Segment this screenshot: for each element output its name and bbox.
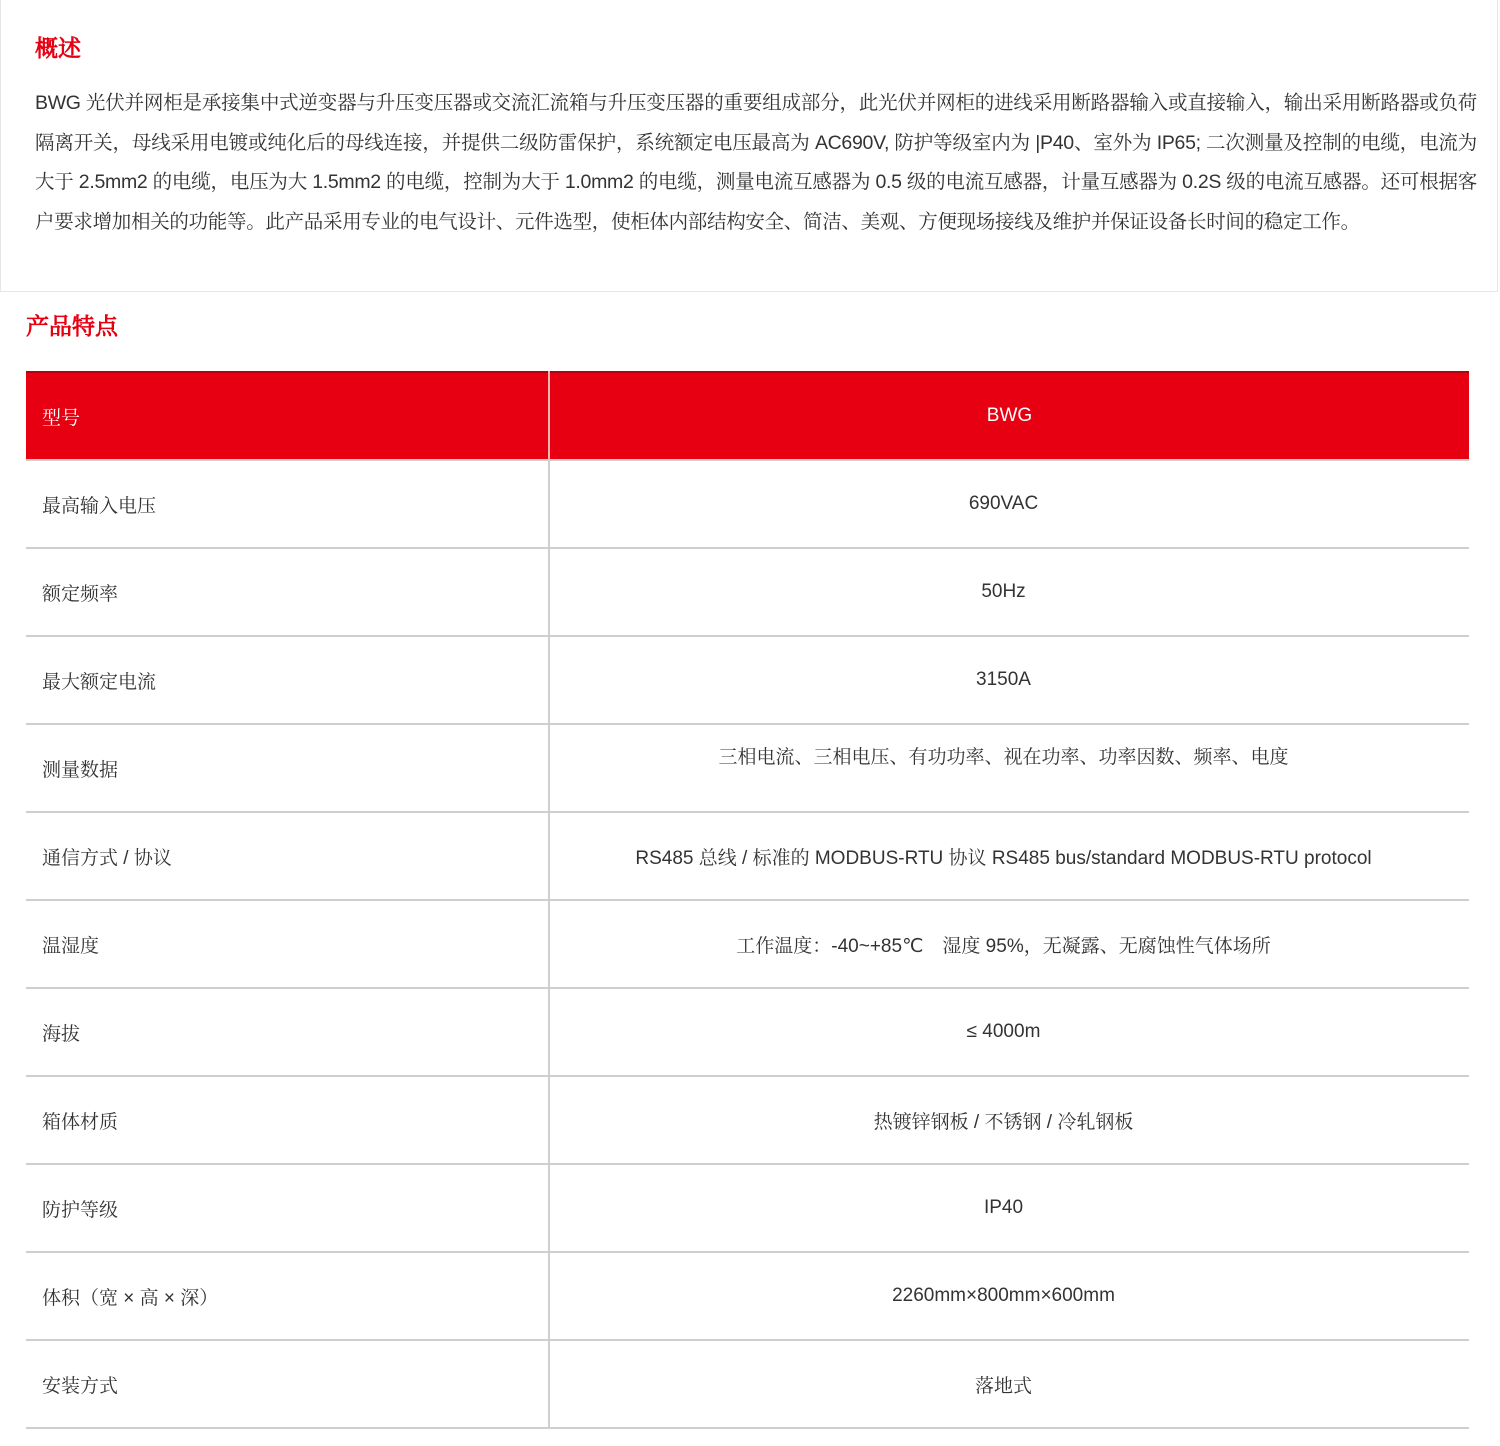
header-label: 型号 (26, 372, 549, 460)
row-label: 防护等级 (26, 1164, 549, 1252)
row-label: 最高输入电压 (26, 460, 549, 548)
table-row (26, 460, 1469, 548)
row-value: ≤ 4000m (549, 988, 1469, 1076)
row-value: 热镀锌钢板 / 不锈钢 / 冷轧钢板 (549, 1076, 1469, 1164)
overview-section (0, 0, 1498, 292)
row-label: 温湿度 (26, 900, 549, 988)
features-title: 产品特点 (26, 313, 118, 339)
row-label: 体积（宽 × 高 × 深） (26, 1252, 549, 1340)
table-row (26, 1252, 1469, 1340)
row-label: 额定频率 (26, 548, 549, 636)
row-label: 箱体材质 (26, 1076, 549, 1164)
row-label: 最大额定电流 (26, 636, 549, 724)
table-row (26, 1340, 1469, 1428)
row-value: 3150A (549, 636, 1469, 724)
row-value: 工作温度：-40~+85℃ 湿度 95%，无凝露、无腐蚀性气体场所 (549, 900, 1469, 988)
table-row (26, 724, 1469, 812)
row-value: 2260mm×800mm×600mm (549, 1252, 1469, 1340)
row-label: 安装方式 (26, 1340, 549, 1428)
overview-text: BWG 光伏并网柜是承接集中式逆变器与升压变压器或交流汇流箱与升压变压器的重要组成部分，此光伏并网柜的进线采用断路器输入或直接输入，输出采用断路器或负荷隔离开关，母线采用电镀或纯化后的母线连接，并提供二级防雷保护，系统额定电压最高为 AC690V, 防护等级室内为 |P40、室外为 IP65; 二次测量及控制的电缆，电流为大于 2.5mm2 的电缆，电压为大 1.5mm2 的电缆，控制为大于 1.0mm2 的电缆，测量电流互感器为 0.5 级的电流互感器，计量互感器为 0.2S 级的电流互感器。还可根据客户要求增加相关的功能等。此产品采用专业的电气设计、元件选型，使柜体内部结构安全、简洁、美观、方便现场接线及维护并保证设备长时间的稳定工作。 (35, 92, 1477, 233)
row-label: 通信方式 / 协议 (26, 812, 549, 900)
row-value: 三相电流、三相电压、有功功率、视在功率、功率因数、频率、电度 (549, 724, 1469, 812)
row-value: 50Hz (549, 548, 1469, 636)
row-label: 测量数据 (26, 724, 549, 812)
header-value: BWG (549, 372, 1469, 460)
row-label: 海拔 (26, 988, 549, 1076)
overview-title: 概述 (35, 35, 81, 61)
row-value: 落地式 (549, 1340, 1469, 1428)
table-row (26, 548, 1469, 636)
table-header-row (26, 372, 1469, 460)
spec-table (26, 371, 1469, 1429)
table-row (26, 812, 1469, 900)
table-row (26, 1076, 1469, 1164)
row-value: RS485 总线 / 标准的 MODBUS-RTU 协议 RS485 bus/standard MODBUS-RTU protocol (549, 812, 1469, 900)
table-row (26, 988, 1469, 1076)
table-row (26, 636, 1469, 724)
table-row (26, 1164, 1469, 1252)
table-row (26, 900, 1469, 988)
row-value: 690VAC (549, 460, 1469, 548)
row-value: IP40 (549, 1164, 1469, 1252)
